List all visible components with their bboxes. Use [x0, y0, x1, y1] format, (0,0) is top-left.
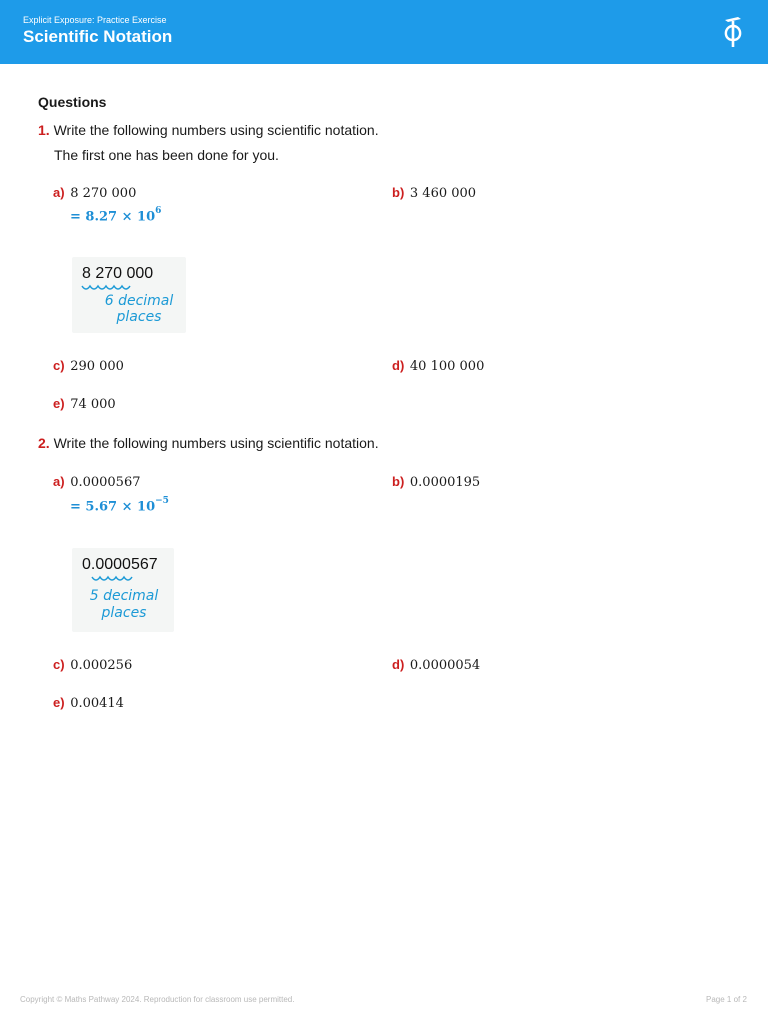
question-1-instruction: The first one has been done for you.: [54, 147, 279, 163]
header-subtitle: Explicit Exposure: Practice Exercise: [23, 15, 167, 25]
maths-pathway-logo-icon: [718, 14, 748, 50]
header-title: Scientific Notation: [23, 27, 173, 46]
section-title: Questions: [38, 94, 107, 110]
part-value: 8 270 000: [70, 186, 137, 201]
q2-worked-note: [72, 548, 174, 632]
q2-part-a: [53, 474, 141, 490]
part-label: e): [53, 396, 65, 411]
part-label: a): [53, 474, 65, 489]
decimal-hops-icon: [90, 574, 140, 584]
part-value: 3 460 000: [409, 186, 477, 201]
q1-part-c: [53, 358, 124, 374]
part-value: 0.00414: [70, 696, 124, 711]
note-number: 8 270 000: [82, 265, 154, 282]
part-label: d): [392, 358, 405, 373]
q2-answer: [70, 498, 169, 514]
q1-worked-note: [72, 257, 186, 333]
note-handwritten-line2: places: [101, 605, 147, 621]
part-value: 0.0000054: [409, 658, 481, 673]
q2-part-d: [392, 657, 480, 673]
part-label: e): [53, 695, 65, 710]
q2-part-e: [53, 695, 124, 711]
q1-part-d: [392, 358, 484, 374]
part-label: b): [392, 474, 405, 489]
answer-exponent: −5: [155, 496, 169, 506]
note-handwritten-line1: 6 decimal: [104, 293, 174, 309]
part-value: 0.0000567: [70, 475, 141, 490]
q2-part-c: [53, 657, 132, 673]
part-value: 74 000: [70, 397, 116, 412]
question-1: [38, 122, 379, 138]
note-number: 0.0000567: [82, 556, 158, 573]
part-value: 40 100 000: [409, 359, 485, 374]
part-label: c): [53, 358, 65, 373]
q1-part-a: [53, 185, 136, 201]
note-handwritten-line1: 5 decimal: [89, 588, 159, 604]
note-handwritten-line2: places: [116, 309, 162, 325]
part-value: 290 000: [70, 359, 124, 374]
decimal-hops-icon: [80, 283, 142, 293]
part-label: c): [53, 657, 65, 672]
question-2-number: 2.: [38, 435, 50, 451]
part-label: b): [392, 185, 405, 200]
question-1-number: 1.: [38, 122, 50, 138]
part-value: 0.000256: [70, 658, 133, 673]
part-value: 0.0000195: [409, 475, 481, 490]
footer-page-number: Page 1 of 2: [706, 995, 747, 1004]
page-header: [0, 0, 768, 64]
footer-copyright: Copyright © Maths Pathway 2024. Reproduction for classroom use permitted.: [20, 995, 295, 1004]
q1-answer: [70, 208, 161, 224]
question-2: [38, 435, 379, 451]
answer-value: = 8.27 × 10: [70, 209, 156, 225]
answer-exponent: 6: [155, 206, 162, 216]
part-label: a): [53, 185, 65, 200]
q1-part-e: [53, 396, 116, 412]
part-label: d): [392, 657, 405, 672]
q1-part-b: [392, 185, 476, 201]
question-2-text: Write the following numbers using scientific notation.: [53, 435, 379, 451]
q2-part-b: [392, 474, 480, 490]
question-1-text: Write the following numbers using scientific notation.: [53, 122, 379, 138]
answer-value: = 5.67 × 10: [70, 499, 156, 515]
